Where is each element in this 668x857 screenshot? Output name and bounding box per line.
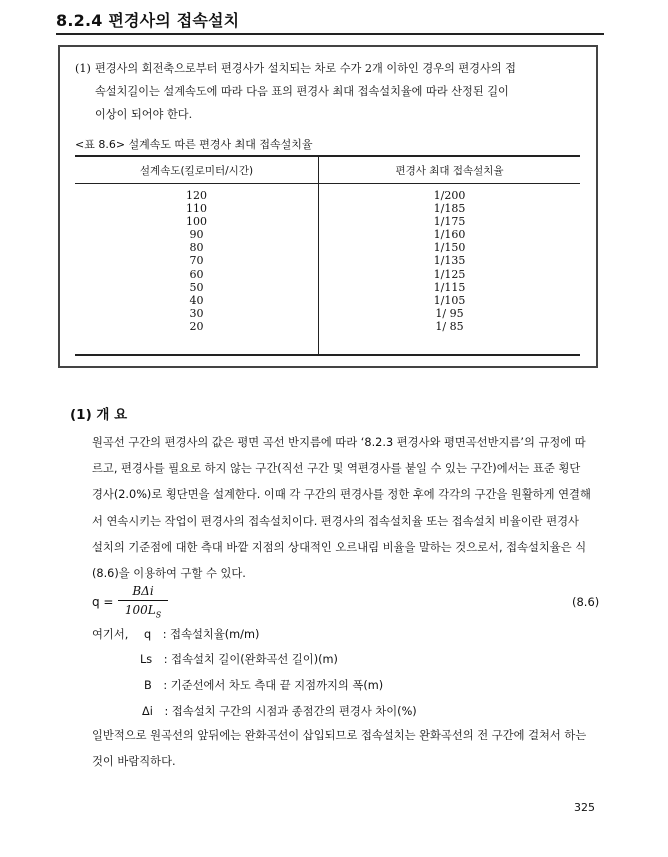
rate-cell: 1/200 — [433, 189, 466, 202]
speed-cell: 70 — [189, 254, 204, 268]
rate-cell: 1/135 — [433, 254, 466, 268]
paragraph-line: 일반적으로 원곡선의 앞뒤에는 완화곡선이 삽입되므로 접속설치는 완화곡선의 전 구간에 걸쳐서 하는 — [92, 729, 587, 742]
definition-symbol: Ls — [140, 653, 153, 666]
definitions-intro: 여기서, — [92, 628, 129, 641]
section-title: 8.2.4 편경사의 접속설치 — [56, 11, 240, 30]
rate-cell: 1/105 — [433, 293, 466, 307]
formula-fraction — [118, 584, 168, 619]
definition-text: : 접속설치 구간의 시점과 종점간의 편경사 차이(%) — [164, 705, 417, 718]
regulation-text — [75, 57, 590, 126]
rate-cell: 1/ 95 — [435, 306, 464, 320]
rate-cell: 1/175 — [433, 215, 466, 229]
definition-text: : 접속설치율(m/m) — [162, 628, 260, 641]
speed-cell: 30 — [189, 306, 204, 320]
regulation-line: 이상이 되어야 한다. — [95, 108, 193, 121]
paragraph-line: 설치의 기준점에 대한 측대 바깥 지점의 상대적인 오르내림 비율을 말하는 것으로서, 접속설치율은 식 — [92, 540, 587, 554]
regulation-line: 편경사의 회전축으로부터 편경사가 설치되는 차로 수가 2개 이하인 경우의 편경사의 접 — [95, 62, 516, 75]
paragraph-line: 서 연속시키는 작업이 편경사의 접속설치이다. 편경사의 접속설치율 또는 접속설치 비율이란 편경사 — [92, 514, 579, 528]
paragraph-line: 것이 바람직하다. — [92, 755, 176, 768]
rate-cell: 1/160 — [433, 228, 466, 242]
rate-cell: 1/125 — [433, 267, 466, 281]
table-header-speed: 설계속도(킬로미터/시간) — [139, 165, 254, 177]
paragraph-line: (8.6)을 이용하여 구할 수 있다. — [92, 567, 246, 581]
definition-item — [142, 703, 417, 719]
rate-cell: 1/185 — [433, 202, 466, 216]
definition-text: : 접속설치 길이(완화곡선 길이)(m) — [163, 653, 338, 666]
overview-heading: (1) 개 요 — [70, 407, 128, 423]
rate-cell: 1/150 — [433, 241, 466, 255]
definition-text: : 기준선에서 차도 측대 끝 지점까지의 폭(m) — [163, 679, 384, 692]
page-number: 325 — [574, 801, 595, 814]
paragraph-line: 경사(2.0%)로 횡단면을 설계한다. 이때 각 구간의 편경사를 정한 후에 각각의 구간을 원활하게 연결해 — [92, 488, 591, 502]
rate-column — [319, 189, 580, 333]
closing-paragraph — [92, 723, 604, 775]
table-header-rate: 편경사 최대 접속설치율 — [395, 165, 504, 177]
title-rule — [56, 33, 604, 35]
formula-lhs: q = — [92, 595, 114, 609]
definition-symbol: Δi — [142, 705, 153, 718]
definition-symbol: q — [144, 628, 152, 641]
speed-cell: 100 — [186, 215, 207, 229]
speed-cell: 90 — [189, 228, 204, 242]
table-caption: <표 8.6> 설계속도 따른 편경사 최대 접속설치율 — [75, 138, 313, 151]
definition-symbol: B — [144, 679, 152, 692]
paragraph-line: 원곡선 구간의 편경사의 값은 평면 곡선 반지름에 따라 ‘8.2.3 편경사와 평면곡선반지름’의 규정에 따 — [92, 436, 586, 449]
definition-item — [144, 626, 259, 642]
formula-numerator: BΔi — [118, 584, 168, 601]
definition-item — [140, 651, 338, 667]
speed-cell: 40 — [189, 293, 204, 307]
formula-denominator-wrap — [118, 601, 168, 619]
equation-number: (8.6) — [572, 595, 600, 609]
regulation-number: (1) — [75, 62, 91, 75]
definition-item — [144, 677, 383, 693]
regulation-line: 속설치길이는 설계속도에 따라 다음 표의 편경사 최대 접속설치율에 따라 산정된 길이 — [95, 85, 509, 98]
speed-cell: 50 — [189, 280, 204, 294]
paragraph-line: 르고, 편경사를 필요로 하지 않는 구간(직선 구간 및 역편경사를 붙일 수 있는 구간)에서는 표준 횡단 — [92, 462, 581, 476]
speed-cell: 110 — [186, 202, 207, 216]
formula-denominator: 100L — [124, 603, 156, 617]
speed-cell: 120 — [186, 189, 207, 202]
design-speed-table — [75, 155, 580, 356]
speed-column — [75, 189, 318, 333]
formula-denominator-subscript: S — [155, 610, 162, 620]
rate-cell: 1/ 85 — [435, 319, 464, 333]
speed-cell: 60 — [189, 267, 204, 281]
rate-cell: 1/115 — [433, 280, 466, 294]
overview-paragraph — [92, 430, 604, 587]
speed-cell: 80 — [189, 241, 204, 255]
speed-cell: 20 — [189, 319, 204, 333]
